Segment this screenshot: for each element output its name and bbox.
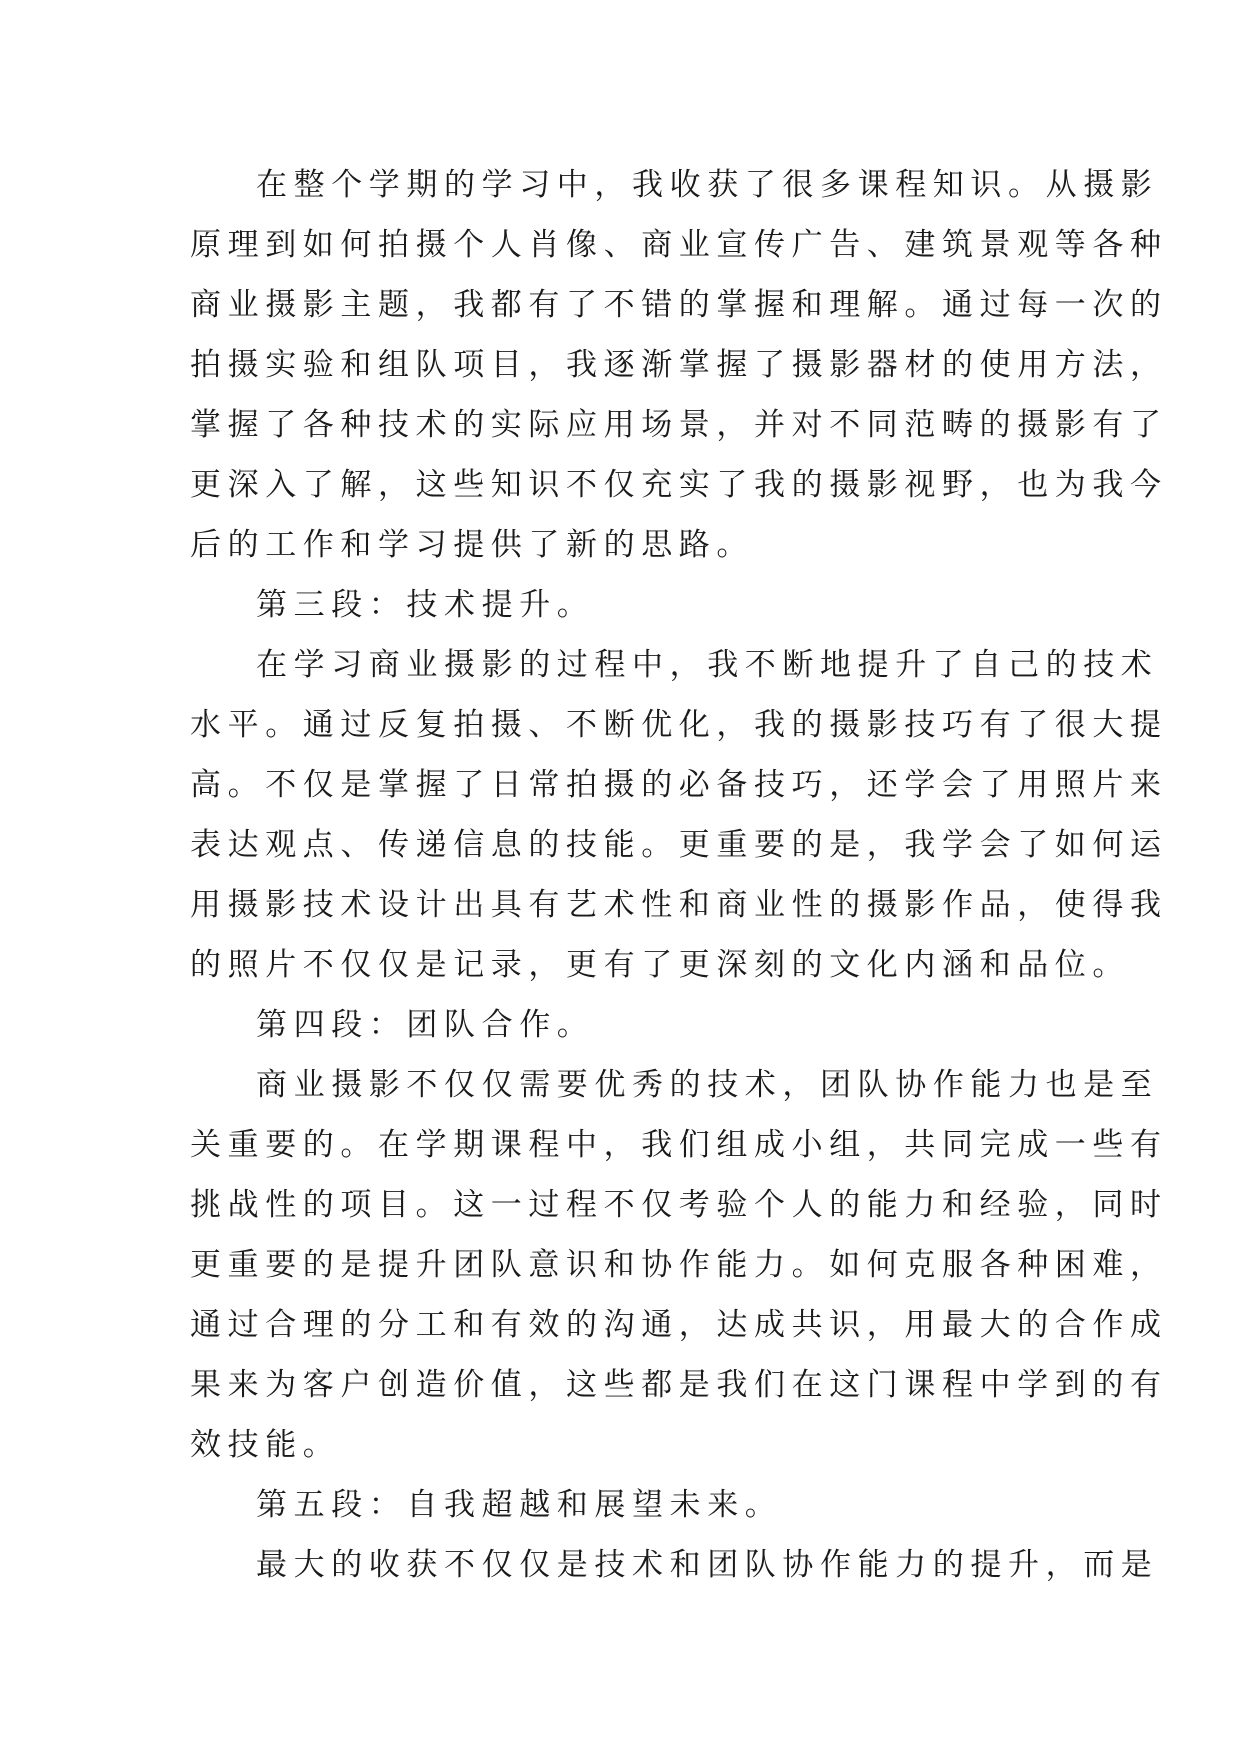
paragraph-line: 更深入了解，这些知识不仅充实了我的摄影视野，也为我今: [190, 467, 1168, 503]
paragraph-line: 最大的收获不仅仅是技术和团队协作能力的提升，而是: [256, 1547, 1159, 1583]
paragraph-line: 商业摄影主题，我都有了不错的掌握和理解。通过每一次的: [190, 287, 1168, 323]
paragraph-line: 后的工作和学习提供了新的思路。: [190, 527, 754, 563]
paragraph-line: 关重要的。在学期课程中，我们组成小组，共同完成一些有: [190, 1127, 1168, 1163]
paragraph-line: 在整个学期的学习中，我收获了很多课程知识。从摄影: [256, 167, 1159, 203]
section-heading: 第四段：团队合作。: [256, 1007, 595, 1043]
section-heading: 第五段：自我超越和展望未来。: [256, 1487, 783, 1523]
paragraph-line: 更重要的是提升团队意识和协作能力。如何克服各种困难，: [190, 1247, 1168, 1283]
paragraph-line: 用摄影技术设计出具有艺术性和商业性的摄影作品，使得我: [190, 887, 1168, 923]
paragraph-line: 拍摄实验和组队项目，我逐渐掌握了摄影器材的使用方法，: [190, 347, 1168, 383]
paragraph-line: 商业摄影不仅仅需要优秀的技术，团队协作能力也是至: [256, 1067, 1159, 1103]
paragraph-line: 水平。通过反复拍摄、不断优化，我的摄影技巧有了很大提: [190, 707, 1168, 743]
document-body: [190, 155, 1168, 1595]
paragraph-line: 表达观点、传递信息的技能。更重要的是，我学会了如何运: [190, 827, 1168, 863]
section-heading: 第三段：技术提升。: [256, 587, 595, 623]
paragraph-line: 的照片不仅仅是记录，更有了更深刻的文化内涵和品位。: [190, 947, 1130, 983]
paragraph-line: 挑战性的项目。这一过程不仅考验个人的能力和经验，同时: [190, 1187, 1168, 1223]
paragraph-line: 掌握了各种技术的实际应用场景，并对不同范畴的摄影有了: [190, 407, 1168, 443]
paragraph-line: 在学习商业摄影的过程中，我不断地提升了自己的技术: [256, 647, 1159, 683]
paragraph-line: 效技能。: [190, 1427, 341, 1463]
paragraph-line: 原理到如何拍摄个人肖像、商业宣传广告、建筑景观等各种: [190, 227, 1168, 263]
paragraph-line: 高。不仅是掌握了日常拍摄的必备技巧，还学会了用照片来: [190, 767, 1168, 803]
paragraph-line: 果来为客户创造价值，这些都是我们在这门课程中学到的有: [190, 1367, 1168, 1403]
paragraph-line: 通过合理的分工和有效的沟通，达成共识，用最大的合作成: [190, 1307, 1168, 1343]
